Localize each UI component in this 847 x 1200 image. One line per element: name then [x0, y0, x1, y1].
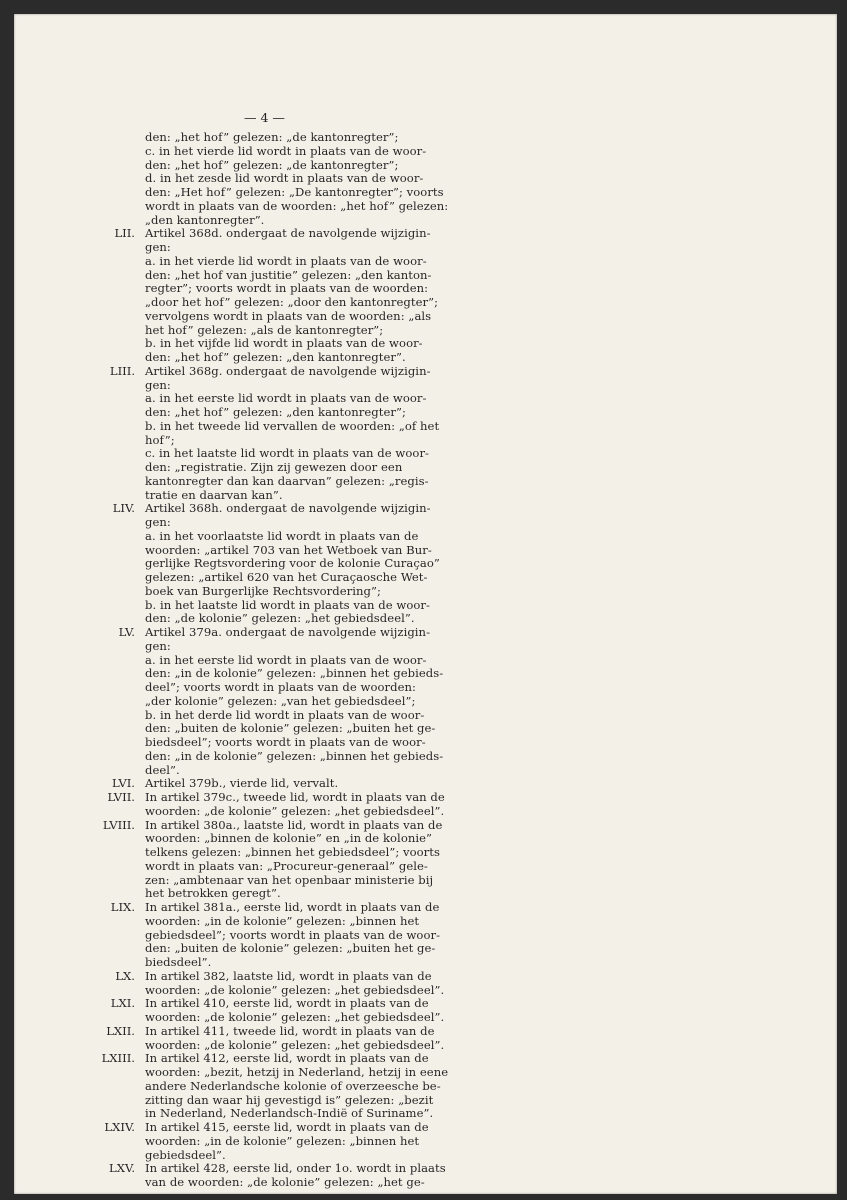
text-line: zitting dan waar hij gevestigd is” gelezen: „bezit	[145, 1092, 434, 1107]
article-number: LVI.	[112, 776, 135, 791]
text-line: woorden: „in de kolonie” gelezen: „binnen het	[145, 913, 420, 928]
text-line: gelezen: „artikel 620 van het Curaçaosche Wet-	[145, 570, 428, 584]
text-line: gen:	[145, 377, 171, 392]
article-number: LXI.	[110, 996, 135, 1011]
text-line: woorden: „binnen de kolonie” en „in de kolonie”	[145, 831, 433, 846]
text-line: regter”; voorts wordt in plaats van de woorden:	[145, 281, 429, 296]
text-line: In artikel 415, eerste lid, wordt in plaats van de	[145, 1120, 429, 1134]
text-line: gerlijke Regtsvordering voor de kolonie Curaçao”	[145, 556, 440, 571]
text-line: In artikel 411, tweede lid, wordt in plaats van de	[145, 1023, 435, 1038]
text-line: den: „buiten de kolonie” gelezen: „buiten het ge-	[145, 721, 436, 736]
text-line: biedsdeel”.	[145, 955, 212, 969]
text-line: woorden: „in de kolonie” gelezen: „binnen het	[145, 1133, 420, 1148]
text-line: andere Nederlandsche kolonie of overzeesche be-	[145, 1078, 441, 1093]
text-line: den: „het hof van justitie” gelezen: „den kanton-	[145, 267, 432, 282]
article-number: LIV.	[112, 501, 135, 516]
text-line: b. in het tweede lid vervallen de woorden: „of het	[145, 418, 440, 433]
text-line: biedsdeel”; voorts wordt in plaats van de woor-	[145, 735, 426, 749]
text-line: boek van Burgerlijke Rechtsvordering”;	[145, 583, 381, 598]
text-line: van de woorden: „de kolonie” gelezen: „het ge-	[145, 1175, 425, 1189]
text-line: Artikel 368g. ondergaat de navolgende wijzigin-	[145, 363, 431, 378]
text-line: den: „in de kolonie” gelezen: „binnen het gebieds-	[145, 666, 444, 681]
text-line: hof”;	[145, 432, 175, 447]
text-line: woorden: „artikel 703 van het Wetboek van Bur-	[145, 542, 432, 557]
text-line: Artikel 379a. ondergaat de navolgende wijzigin-	[145, 625, 431, 639]
text-line: vervolgens wordt in plaats van de woorden: „als	[145, 308, 432, 323]
text-line: Artikel 379b., vierde lid, vervalt.	[145, 776, 339, 791]
text-line: den: „buiten de kolonie” gelezen: „buiten het ge-	[145, 941, 436, 956]
text-line: den: „in de kolonie” gelezen: „binnen het gebieds-	[145, 748, 444, 763]
article-number: LII.	[114, 226, 135, 241]
document-page	[14, 14, 837, 1194]
article-number: LX.	[115, 968, 135, 983]
text-line: den: „registratie. Zijn zij gewezen door een	[145, 460, 403, 474]
text-line: Artikel 368d. ondergaat de navolgende wijzigin-	[145, 226, 431, 241]
text-line: „door het hof” gelezen: „door den kantonregter”;	[145, 295, 439, 309]
text-line: a. in het eerste lid wordt in plaats van de woor-	[145, 652, 427, 667]
text-line: a. in het eerste lid wordt in plaats van de woor-	[145, 391, 427, 406]
article-number: LVII.	[107, 790, 135, 804]
text-line: d. in het zesde lid wordt in plaats van de woor-	[145, 171, 424, 186]
text-line: gen:	[145, 240, 171, 254]
text-line: deel”.	[145, 762, 180, 777]
text-line: in Nederland, Nederlandsch-Indië of Suriname”.	[145, 1106, 434, 1121]
article-number: LVIII.	[102, 817, 135, 832]
article-number: LXIV.	[104, 1120, 135, 1134]
text-line: het betrokken geregt”.	[145, 886, 281, 901]
text-line: In artikel 381a., eerste lid, wordt in plaats van de	[145, 900, 440, 914]
text-line: gebiedsdeel”.	[145, 1147, 226, 1162]
text-line: c. in het laatste lid wordt in plaats van de woor-	[145, 446, 430, 461]
text-line: kantonregter dan kan daarvan” gelezen: „regis-	[145, 473, 429, 488]
text-line: den: „Het hof” gelezen: „De kantonregter”; voorts	[145, 185, 444, 199]
page-number: — 4 —	[244, 110, 285, 125]
text-line: In artikel 380a., laatste lid, wordt in plaats van de	[145, 817, 443, 832]
text-line: den: „het hof” gelezen: „den kantonregter”.	[145, 350, 406, 364]
article-number: LXIII.	[101, 1051, 135, 1066]
article-number: LIII.	[109, 363, 135, 378]
text-line: c. in het vierde lid wordt in plaats van de woor-	[145, 143, 427, 158]
text-line: „der kolonie” gelezen: „van het gebiedsdeel”;	[145, 693, 416, 708]
text-line: woorden: „bezit, hetzij in Nederland, hetzij in eene	[145, 1065, 449, 1079]
text-line: woorden: „de kolonie” gelezen: „het gebiedsdeel”.	[145, 1010, 445, 1024]
text-line: gebiedsdeel”; voorts wordt in plaats van de woor-	[145, 927, 441, 942]
text-line: telkens gelezen: „binnen het gebiedsdeel”; voorts	[145, 845, 440, 859]
text-line: b. in het laatste lid wordt in plaats van de woor-	[145, 597, 430, 612]
text-line: Artikel 368h. ondergaat de navolgende wijzigin-	[145, 501, 431, 516]
text-line: gen:	[145, 515, 171, 529]
text-line: „den kantonregter”.	[145, 212, 265, 227]
text-line: zen: „ambtenaar van het openbaar ministerie bij	[145, 872, 434, 887]
text-line: In artikel 428, eerste lid, onder 1o. wordt in plaats	[145, 1161, 446, 1176]
text-line: deel”; voorts wordt in plaats van de woorden:	[145, 680, 416, 694]
text-line: den: „het hof” gelezen: „den kantonregter”;	[145, 405, 406, 419]
text-line: den: „het hof” gelezen: „de kantonregter”;	[145, 157, 399, 172]
text-line: woorden: „de kolonie” gelezen: „het gebiedsdeel”.	[145, 1037, 445, 1052]
text-line: In artikel 382, laatste lid, wordt in plaats van de	[145, 968, 432, 983]
text-line: In artikel 412, eerste lid, wordt in plaats van de	[145, 1051, 429, 1066]
text-line: b. in het derde lid wordt in plaats van de woor-	[145, 707, 425, 722]
text-line: woorden: „de kolonie” gelezen: „het gebiedsdeel”.	[145, 803, 445, 818]
text-line: b. in het vijfde lid wordt in plaats van de woor-	[145, 336, 423, 351]
article-number: LXV.	[109, 1161, 135, 1176]
text-line: wordt in plaats van de woorden: „het hof” gelezen:	[145, 198, 449, 213]
text-line: In artikel 410, eerste lid, wordt in plaats van de	[145, 996, 429, 1011]
text-line: wordt in plaats van: „Procureur-generaal” gele-	[145, 858, 428, 873]
article-number: LV.	[118, 625, 135, 639]
text-line: woorden: „de kolonie” gelezen: „het gebiedsdeel”.	[145, 982, 445, 997]
article-number: LXII.	[106, 1023, 135, 1038]
text-line: a. in het vierde lid wordt in plaats van de woor-	[145, 253, 427, 268]
text-line: den: „de kolonie” gelezen: „het gebiedsdeel”.	[145, 611, 415, 626]
text-line: a. in het voorlaatste lid wordt in plaats van de	[145, 528, 419, 543]
text-line: het hof” gelezen: „als de kantonregter”;	[145, 322, 384, 337]
text-line: tratie en daarvan kan”.	[145, 487, 283, 502]
text-line: In artikel 379c., tweede lid, wordt in plaats van de	[145, 790, 445, 804]
text-line: gen:	[145, 638, 171, 653]
article-number: LIX.	[110, 900, 135, 914]
text-line: den: „het hof” gelezen: „de kantonregter”;	[145, 130, 399, 144]
